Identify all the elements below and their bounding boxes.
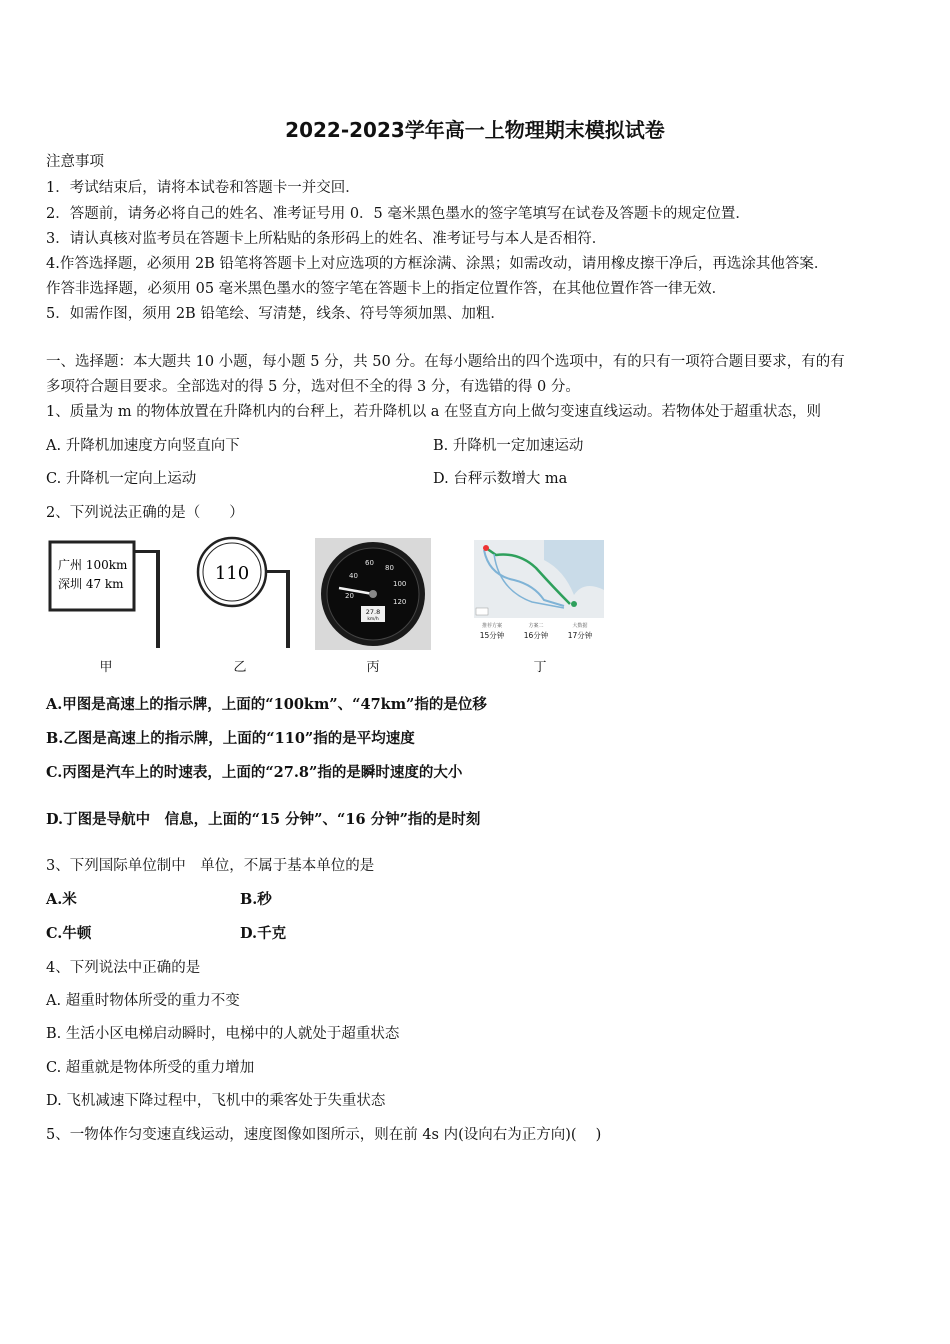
notice-heading: 注意事项 [46, 154, 104, 170]
q3-option-b: B.秒 [240, 891, 272, 908]
bing-tick-40: 40 [349, 572, 358, 580]
q4-option-a: A. 超重时物体所受的重力不变 [46, 993, 240, 1009]
notice-item-1: 1．考试结束后，请将本试卷和答题卡一并交回． [46, 180, 360, 196]
ding-time-1: 15分钟 [479, 631, 505, 640]
q1-option-a: A. 升降机加速度方向竖直向下 [46, 438, 240, 454]
ding-plan-2: 方案二 [528, 623, 544, 629]
ding-time-3: 17分钟 [567, 631, 593, 640]
q1-option-c: C. 升降机一定向上运动 [46, 471, 197, 487]
figure-bing-caption: 丙 [366, 660, 380, 675]
q4-option-d: D. 飞机减速下降过程中，飞机中的乘客处于失重状态 [46, 1093, 386, 1109]
q2-option-c: C.丙图是汽车上的时速表，上面的“27.8”指的是瞬时速度的大小 [46, 764, 463, 781]
q3-option-c: C.牛顿 [46, 925, 92, 942]
notice-item-5: 5．如需作图，须用 2B 铅笔绘、写清楚，线条、符号等须加黑、加粗． [46, 306, 505, 322]
figure-bing-speedometer [315, 538, 431, 650]
exam-title: 2022-2023学年高一上物理期末模拟试卷 [285, 118, 665, 142]
q2-option-d: D.丁图是导航中 信息，上面的“15 分钟”、“16 分钟”指的是时刻 [46, 811, 481, 828]
q4-option-c: C. 超重就是物体所受的重力增加 [46, 1060, 255, 1076]
bing-tick-120: 120 [393, 598, 407, 606]
bing-tick-80: 80 [385, 564, 394, 572]
bing-tick-20: 20 [345, 592, 354, 600]
figure-ding-caption: 丁 [533, 660, 547, 675]
notice-item-2: 2．答题前，请务必将自己的姓名、准考证号用 0．5 毫米黑色墨水的签字笔填写在试卷及答题卡的规定位置． [46, 206, 750, 222]
notice-item-3: 3．请认真核对监考员在答题卡上所粘贴的条形码上的姓名、准考证号与本人是否相符． [46, 231, 607, 247]
section1-intro-2: 多项符合题目要求。全部选对的得 5 分，选对但不全的得 3 分，有选错的得 0 分。 [46, 379, 580, 395]
q4-stem: 4、下列说法中正确的是 [46, 960, 201, 976]
bing-unit: km/h [367, 617, 379, 622]
figure-ding-map [474, 540, 604, 650]
yi-sign-value: 110 [214, 563, 250, 584]
notice-item-4-cont: 作答非选择题，必须用 05 毫米黑色墨水的签字笔在答题卡上的指定位置作答，在其他位置作答一律无效． [46, 281, 727, 297]
figure-jia-sign [48, 538, 166, 650]
q1-option-b: B. 升降机一定加速运动 [433, 438, 584, 454]
bing-reading: 27.8 [365, 608, 381, 616]
figure-yi-sign [194, 536, 294, 650]
jia-sign-row1: 广州 100km [58, 558, 128, 572]
section1-intro-1: 一、选择题：本大题共 10 小题，每小题 5 分，共 50 分。在每小题给出的四个选项中，有的只有一项符合题目要求，有的有 [46, 354, 845, 370]
q2-stem: 2、下列说法正确的是（ ） [46, 505, 244, 521]
q4-option-b: B. 生活小区电梯启动瞬时，电梯中的人就处于超重状态 [46, 1026, 400, 1042]
q3-option-d: D.千克 [240, 925, 287, 942]
bing-tick-100: 100 [393, 580, 407, 588]
jia-sign-row2: 深圳 47 km [58, 577, 124, 591]
figure-yi-caption: 乙 [233, 660, 247, 675]
ding-plan-3: 大数据 [572, 623, 588, 629]
q2-option-b: B.乙图是高速上的指示牌，上面的“110”指的是平均速度 [46, 730, 415, 747]
q3-stem: 3、下列国际单位制中 单位，不属于基本单位的是 [46, 858, 375, 874]
q1-stem: 1、质量为 m 的物体放置在升降机内的台秤上，若升降机以 a 在竖直方向上做匀变速直线运动。若物体处于超重状态，则 [46, 404, 822, 420]
figure-jia-caption: 甲 [99, 660, 113, 675]
bing-tick-60: 60 [365, 559, 374, 567]
ding-time-2: 16分钟 [523, 631, 549, 640]
q5-stem: 5、一物体作匀变速直线运动，速度图像如图所示，则在前 4s 内(设向右为正方向)( ) [46, 1127, 602, 1143]
notice-item-4: 4.作答选择题，必须用 2B 铅笔将答题卡上对应选项的方框涂满、涂黑；如需改动，请用橡皮擦干净后，再选涂其他答案． [46, 256, 829, 272]
ding-plan-1: 推荐方案 [481, 623, 503, 629]
q1-option-d: D. 台秤示数增大 ma [433, 471, 568, 487]
q3-option-a: A.米 [46, 891, 77, 908]
q2-option-a: A.甲图是高速上的指示牌，上面的“100km”、“47km”指的是位移 [46, 696, 487, 713]
